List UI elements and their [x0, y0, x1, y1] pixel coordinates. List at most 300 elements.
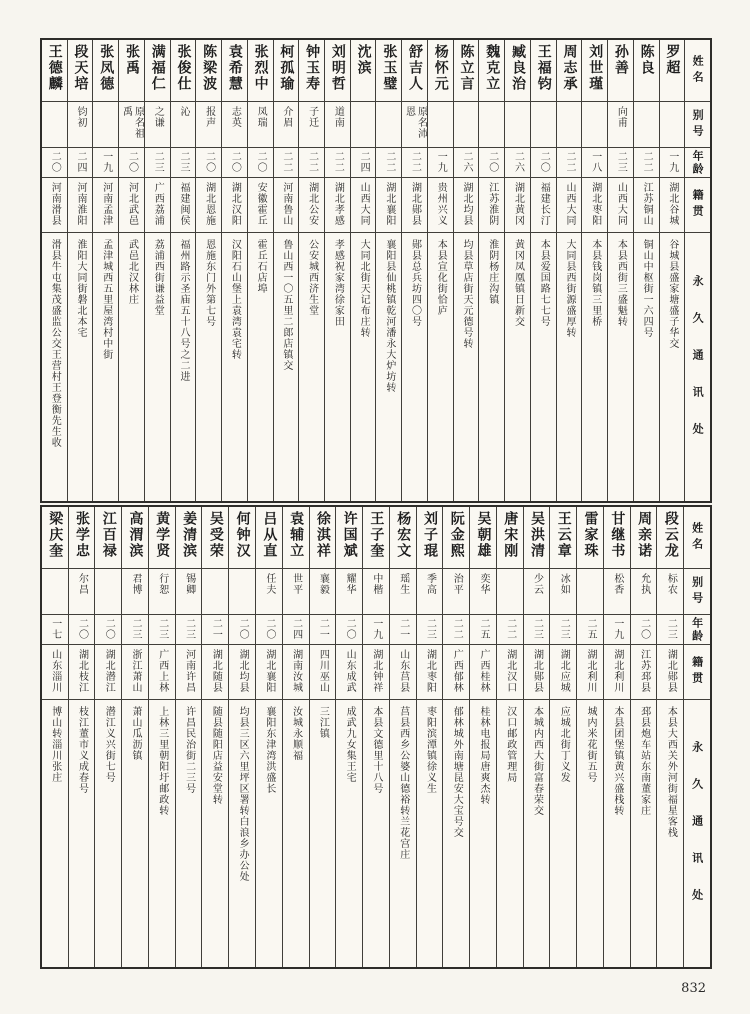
header-name-text: 姓名: [691, 54, 705, 87]
age-text: 二五: [477, 618, 489, 640]
address-cell: [604, 700, 630, 967]
origin-text: 山东莒县: [397, 649, 409, 693]
alias-cell: [171, 102, 196, 148]
entry-column: [42, 40, 67, 501]
address-text: 邳县炮车站东南董家庄: [638, 706, 650, 816]
name-cell: [657, 507, 683, 569]
address-cell: [274, 233, 299, 501]
address-cell: [145, 233, 170, 501]
alias-cell: [577, 569, 603, 615]
name-text: 阮金熙: [448, 511, 465, 559]
entry-column: [375, 40, 401, 501]
address-cell: [171, 233, 196, 501]
name-cell: [497, 507, 523, 569]
age-cell: [196, 148, 221, 178]
address-text: 应城北街丁义发: [558, 706, 570, 783]
name-cell: [229, 507, 255, 569]
origin-text: 湖北利川: [585, 649, 597, 693]
name-text: 何钟汉: [234, 511, 251, 559]
address-text: 汉阳石山堡上袁湾袁宅转: [229, 239, 241, 360]
origin-text: 广西上林: [156, 649, 168, 693]
address-text: 襄阳县仙桃镇乾河潘永大炉坊转: [383, 239, 395, 393]
name-text: 柯孤瑜: [278, 44, 295, 92]
name-cell: [248, 40, 273, 102]
entry-column: [282, 507, 309, 967]
entry-column: [255, 507, 282, 967]
header-address-text: 永久通讯处: [691, 274, 705, 460]
address-cell: [505, 233, 530, 501]
name-cell: [283, 507, 309, 569]
age-cell: [608, 148, 633, 178]
entry-column: [335, 507, 362, 967]
origin-text: 湖北枣阳: [589, 182, 601, 226]
alias-cell: [68, 102, 93, 148]
name-cell: [417, 507, 443, 569]
header-alias-cell: [685, 102, 710, 148]
header-age-cell: [685, 148, 710, 178]
entry-column: [530, 40, 556, 501]
age-cell: [119, 148, 144, 178]
name-cell: [582, 40, 607, 102]
age-cell: [660, 148, 685, 178]
origin-cell: [202, 645, 228, 700]
origin-text: 湖北襄阳: [383, 182, 395, 226]
alias-text: 治平: [451, 573, 463, 595]
age-cell: [454, 148, 479, 178]
age-text: 二三: [424, 618, 436, 640]
alias-text: 行恕: [156, 573, 168, 595]
alias-text: 原名祖禹: [120, 106, 144, 139]
origin-cell: [631, 645, 657, 700]
address-cell: [176, 700, 202, 967]
name-cell: [93, 40, 118, 102]
address-cell: [95, 700, 121, 967]
name-text: 张玉璧: [381, 44, 398, 92]
age-text: 一九: [370, 618, 382, 640]
alias-cell: [222, 102, 247, 148]
name-text: 甘继书: [609, 511, 626, 559]
address-text: 本县爱国路七七号: [538, 239, 550, 327]
alias-text: 季高: [424, 573, 436, 595]
header-alias-cell: [684, 569, 710, 615]
entry-column: [469, 507, 496, 967]
alias-text: 向甫: [615, 106, 627, 128]
address-text: 本县大西关外河街福星客栈: [665, 706, 677, 838]
name-cell: [505, 40, 530, 102]
header-name-text: 姓名: [690, 521, 704, 554]
alias-cell: [524, 569, 550, 615]
entry-column: [576, 507, 603, 967]
origin-text: 湖北均县: [237, 649, 249, 693]
origin-cell: [660, 178, 685, 233]
address-cell: [351, 233, 376, 501]
alias-text: 锡卿: [183, 573, 195, 595]
name-text: 魏克立: [484, 44, 501, 92]
origin-text: 广西桂林: [477, 649, 489, 693]
origin-cell: [443, 645, 469, 700]
origin-cell: [582, 178, 607, 233]
address-cell: [310, 700, 336, 967]
alias-cell: [660, 102, 685, 148]
origin-cell: [274, 178, 299, 233]
age-cell: [390, 615, 416, 645]
age-cell: [122, 615, 148, 645]
alias-cell: [550, 569, 576, 615]
entry-column: [659, 40, 685, 501]
alias-text: 原名沛恩: [403, 106, 427, 139]
alias-text: 凤瑞: [255, 106, 267, 128]
header-age-text: 年龄: [690, 616, 704, 643]
origin-text: 江苏淮阴: [486, 182, 498, 226]
alias-cell: [608, 102, 633, 148]
address-text: 许昌民治街二三号: [183, 706, 195, 794]
alias-text: 报声: [203, 106, 215, 128]
age-cell: [145, 148, 170, 178]
origin-text: 河南许昌: [183, 649, 195, 693]
alias-cell: [95, 569, 121, 615]
address-cell: [557, 233, 582, 501]
age-text: 二〇: [237, 618, 249, 640]
alias-cell: [479, 102, 504, 148]
name-text: 吴受荣: [207, 511, 224, 559]
age-text: 二四: [290, 618, 302, 640]
origin-cell: [604, 645, 630, 700]
entry-column: [175, 507, 202, 967]
alias-text: 沁: [177, 106, 189, 117]
entry-column: [442, 507, 469, 967]
alias-cell: [657, 569, 683, 615]
name-text: 袁希慧: [226, 44, 243, 92]
age-text: 二三: [531, 618, 543, 640]
age-text: 二一: [397, 618, 409, 640]
age-text: 二一: [210, 618, 222, 640]
name-text: 雷家珠: [582, 511, 599, 559]
age-text: 一九: [100, 151, 112, 173]
name-cell: [310, 507, 336, 569]
address-cell: [222, 233, 247, 501]
address-text: 汝城永顺福: [290, 706, 302, 761]
origin-cell: [196, 178, 221, 233]
age-cell: [479, 148, 504, 178]
age-cell: [417, 615, 443, 645]
address-cell: [390, 700, 416, 967]
alias-cell: [248, 102, 273, 148]
address-text: 本县团堡镇黄兴盛栈转: [611, 706, 623, 816]
origin-text: 湖北应城: [558, 649, 570, 693]
origin-text: 广西荔浦: [152, 182, 164, 226]
entry-column: [92, 40, 118, 501]
address-cell: [149, 700, 175, 967]
origin-text: 福建长汀: [538, 182, 550, 226]
entry-column: [148, 507, 175, 967]
address-text: 本县钱岗镇三里桥: [589, 239, 601, 327]
age-text: 二六: [461, 151, 473, 173]
entry-column: [581, 40, 607, 501]
address-cell: [248, 233, 273, 501]
name-text: 臧良治: [509, 44, 526, 92]
origin-cell: [402, 178, 427, 233]
alias-text: 允执: [638, 573, 650, 595]
age-text: 二二: [563, 151, 575, 173]
alias-cell: [417, 569, 443, 615]
name-cell: [604, 507, 630, 569]
alias-cell: [229, 569, 255, 615]
origin-text: 湖北郧县: [409, 182, 421, 226]
header-alias-text: 别号: [691, 108, 705, 141]
age-cell: [402, 148, 427, 178]
address-text: 淮阳大同街磐北本宅: [75, 239, 86, 338]
header-column: [684, 40, 710, 501]
address-cell: [657, 700, 683, 967]
age-text: 二二: [306, 151, 318, 173]
address-text: 城内米花街五号: [585, 706, 597, 783]
name-text: 张学忠: [74, 511, 90, 559]
alias-cell: [274, 102, 299, 148]
entry-column: [607, 40, 633, 501]
entry-column: [121, 507, 148, 967]
header-origin-text: 籍贯: [690, 656, 704, 688]
alias-cell: [470, 569, 496, 615]
origin-text: 湖北黄冈: [512, 182, 524, 226]
alias-text: 子迁: [306, 106, 318, 128]
address-text: 武邑北汉林庄: [126, 239, 138, 305]
name-cell: [196, 40, 221, 102]
address-cell: [202, 700, 228, 967]
name-text: 满福仁: [149, 44, 166, 92]
address-text: 莒县西乡公婆山德裕转兰花宫庄: [397, 706, 409, 860]
origin-cell: [428, 178, 453, 233]
alias-cell: [299, 102, 324, 148]
name-cell: [443, 507, 469, 569]
entry-column: [603, 507, 630, 967]
age-text: 二四: [75, 151, 86, 173]
address-cell: [363, 700, 389, 967]
name-text: 刘世瑾: [587, 44, 604, 92]
alias-cell: [497, 569, 523, 615]
name-cell: [299, 40, 324, 102]
name-text: 孙善: [612, 44, 629, 76]
address-text: 潜江义兴街七号: [103, 706, 115, 783]
origin-cell: [531, 178, 556, 233]
alias-cell: [557, 102, 582, 148]
alias-text: 松香: [611, 573, 623, 595]
address-cell: [631, 700, 657, 967]
origin-text: 湖北公安: [306, 182, 318, 226]
page-number: 832: [681, 981, 706, 996]
alias-cell: [402, 102, 427, 148]
alias-cell: [69, 569, 95, 615]
name-text: 王子奎: [368, 511, 385, 559]
alias-text: 尔昌: [76, 573, 88, 595]
age-cell: [310, 615, 336, 645]
address-text: 黄冈凤凰镇日新交: [512, 239, 524, 327]
name-text: 黄学贤: [154, 511, 171, 559]
name-text: 张俊仕: [175, 44, 192, 92]
origin-cell: [95, 645, 121, 700]
origin-text: 山东淄川: [49, 649, 61, 693]
origin-text: 湖北钟祥: [370, 649, 382, 693]
entry-column: [350, 40, 376, 501]
origin-text: 四川巫山: [317, 649, 329, 693]
age-text: 二三: [183, 618, 195, 640]
alias-cell: [256, 569, 282, 615]
alias-text: 道南: [332, 106, 344, 128]
age-cell: [325, 148, 350, 178]
address-text: 铜山中枢街一六四号: [641, 239, 653, 338]
name-cell: [325, 40, 350, 102]
origin-text: 湖北郧县: [531, 649, 543, 693]
alias-cell: [351, 102, 376, 148]
address-text: 萧山瓜沥镇: [130, 706, 142, 761]
alias-cell: [93, 102, 118, 148]
address-text: 随县随阳店益安堂转: [210, 706, 222, 805]
alias-cell: [454, 102, 479, 148]
origin-cell: [145, 178, 170, 233]
name-text: 段云龙: [662, 511, 679, 559]
alias-text: 介眉: [280, 106, 292, 128]
age-cell: [149, 615, 175, 645]
age-text: 二三: [615, 151, 627, 173]
age-cell: [42, 615, 68, 645]
age-text: 二一: [317, 618, 329, 640]
name-text: 江百禄: [100, 511, 117, 559]
origin-cell: [634, 178, 659, 233]
address-cell: [470, 700, 496, 967]
age-cell: [531, 148, 556, 178]
origin-text: 安徽霍丘: [255, 182, 267, 226]
entry-column: [67, 40, 93, 501]
address-text: 福州路示圣庙五十八号之二进: [177, 239, 189, 382]
entry-column: [221, 40, 247, 501]
age-text: 二〇: [486, 151, 498, 173]
origin-cell: [256, 645, 282, 700]
origin-cell: [363, 645, 389, 700]
alias-cell: [443, 569, 469, 615]
age-text: 二〇: [638, 618, 650, 640]
origin-cell: [171, 178, 196, 233]
age-cell: [95, 615, 121, 645]
entry-column: [362, 507, 389, 967]
origin-text: 广西郁林: [451, 649, 463, 693]
age-text: 二〇: [255, 151, 267, 173]
name-cell: [470, 507, 496, 569]
name-text: 钟玉寿: [304, 44, 321, 92]
name-text: 罗超: [664, 44, 681, 76]
entry-column: [118, 40, 144, 501]
age-text: 二三: [177, 151, 189, 173]
address-text: 郧县总兵坊四〇号: [409, 239, 421, 327]
origin-cell: [351, 178, 376, 233]
age-text: 二五: [585, 618, 597, 640]
age-text: 二〇: [344, 618, 356, 640]
origin-cell: [608, 178, 633, 233]
alias-cell: [122, 569, 148, 615]
header-name-cell: [685, 40, 710, 102]
age-cell: [42, 148, 67, 178]
origin-cell: [497, 645, 523, 700]
origin-cell: [93, 178, 118, 233]
age-text: 二二: [280, 151, 292, 173]
address-cell: [417, 700, 443, 967]
name-cell: [42, 40, 67, 102]
origin-text: 湖北郧县: [665, 649, 677, 693]
header-column: [683, 507, 710, 967]
address-cell: [443, 700, 469, 967]
entry-column: [195, 40, 221, 501]
origin-text: 湖北均县: [461, 182, 473, 226]
origin-cell: [325, 178, 350, 233]
age-cell: [577, 615, 603, 645]
name-cell: [145, 40, 170, 102]
age-text: 二六: [512, 151, 524, 173]
address-text: 滑县牛屯集茂盛监公交王营村王登衡先生收: [49, 239, 61, 448]
age-cell: [248, 148, 273, 178]
origin-text: 山西大同: [358, 182, 370, 226]
address-cell: [119, 233, 144, 501]
origin-text: 山西大同: [563, 182, 575, 226]
origin-cell: [42, 645, 68, 700]
age-text: 二〇: [203, 151, 215, 173]
age-cell: [222, 148, 247, 178]
origin-text: 湖北随县: [210, 649, 222, 693]
alias-text: 世平: [290, 573, 302, 595]
alias-cell: [634, 102, 659, 148]
address-cell: [69, 700, 95, 967]
address-text: 孟津城西五里屋湾村中街: [100, 239, 112, 360]
alias-text: 耀华: [344, 573, 356, 595]
alias-cell: [42, 102, 67, 148]
age-cell: [550, 615, 576, 645]
origin-cell: [68, 178, 93, 233]
address-cell: [196, 233, 221, 501]
entry-column: [496, 507, 523, 967]
name-cell: [402, 40, 427, 102]
directory-table-bottom: [40, 505, 712, 969]
origin-text: 湖北襄阳: [263, 649, 275, 693]
age-cell: [505, 148, 530, 178]
entry-column: [630, 507, 657, 967]
header-age-text: 年龄: [691, 149, 705, 176]
name-text: 陈良: [638, 44, 655, 76]
alias-text: 志英: [229, 106, 241, 128]
name-cell: [531, 40, 556, 102]
alias-cell: [202, 569, 228, 615]
alias-cell: [604, 569, 630, 615]
origin-text: 山东成武: [344, 649, 356, 693]
origin-text: 湖北恩施: [203, 182, 215, 226]
age-cell: [557, 148, 582, 178]
age-cell: [93, 148, 118, 178]
age-cell: [256, 615, 282, 645]
alias-cell: [149, 569, 175, 615]
address-text: 枣阳滨潭镇徐义生: [424, 706, 436, 794]
origin-text: 湖北孝感: [332, 182, 344, 226]
name-text: 张烈中: [252, 44, 269, 92]
name-text: 王福钧: [535, 44, 552, 92]
origin-cell: [470, 645, 496, 700]
origin-cell: [248, 178, 273, 233]
name-text: 张禹: [123, 44, 140, 76]
entry-column: [656, 507, 683, 967]
name-text: 吴朝雄: [475, 511, 492, 559]
alias-text: 奕华: [477, 573, 489, 595]
age-cell: [524, 615, 550, 645]
origin-cell: [69, 645, 95, 700]
address-cell: [608, 233, 633, 501]
name-cell: [222, 40, 247, 102]
age-text: 二二: [383, 151, 395, 173]
origin-cell: [122, 645, 148, 700]
